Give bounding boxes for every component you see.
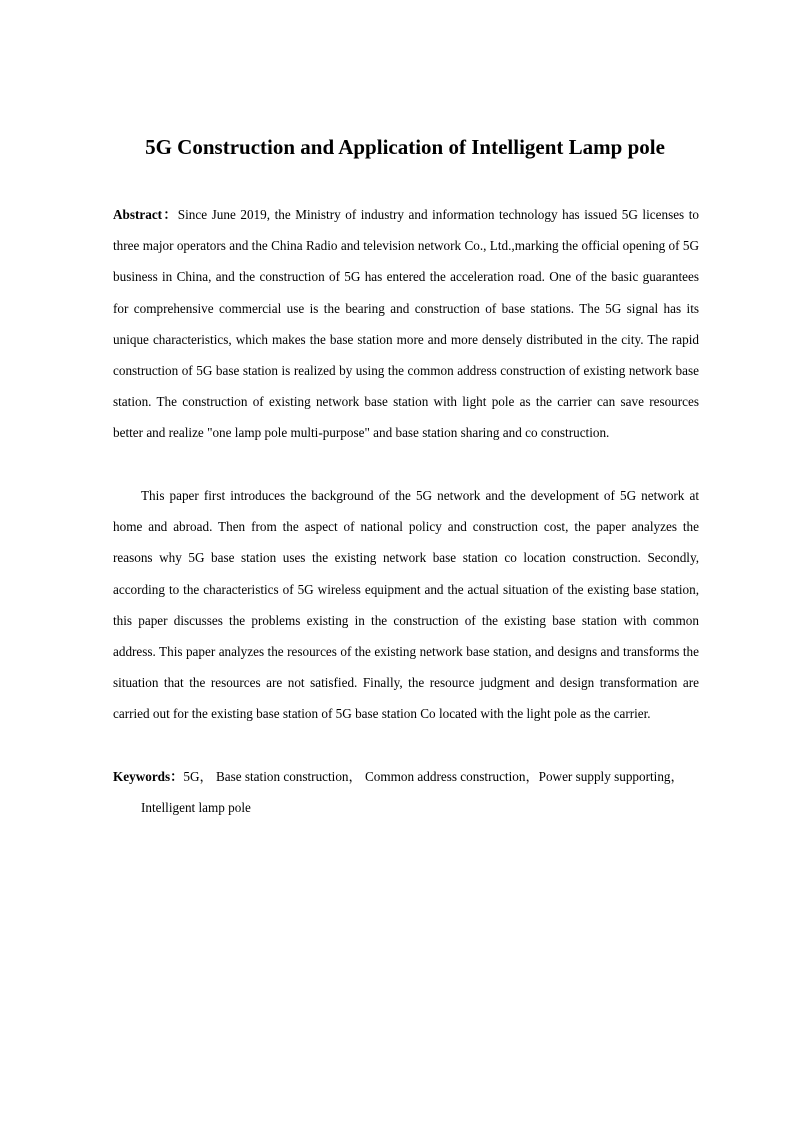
- keywords-continuation: Intelligent lamp pole: [141, 800, 251, 815]
- keywords-line: [113, 761, 699, 792]
- abstract-paragraph: [113, 199, 699, 449]
- keywords-label: Keywords：: [113, 769, 184, 784]
- paper-title: 5G Construction and Application of Intelligent Lamp pole: [145, 135, 665, 159]
- abstract-paragraph-2: This paper first introduces the background of the 5G network and the development of 5G network at home and abroad. Then from the aspect of national policy and construction cost, the paper analyzes the reasons why 5G base station uses the existing network base station co location construction. Secondly, according to the characteristics of 5G wireless equipment and the actual situation of the existing base station, this paper discusses the problems existing in the construction of the existing base station with common address. This paper analyzes the resources of the existing network base station, and designs and transforms the situation that the resources are not satisfied. Finally, the resource judgment and design transformation are carried out for the existing base station of 5G base station Co located with the light pole as the carrier.: [113, 488, 699, 722]
- keywords-text: 5G， Base station construction， Common address construction，Power supply supporting，: [183, 769, 684, 784]
- abstract-label: Abstract：: [113, 207, 178, 222]
- abstract-text: Since June 2019, the Ministry of industry and information technology has issued 5G licenses to three major operators and the China Radio and television network Co., Ltd.,marking the official opening of 5G business in China, and the construction of 5G has entered the acceleration road. One of the basic guarantees for comprehensive commercial use is the bearing and construction of base stations. The 5G signal has its unique characteristics, which makes the base station more and more densely distributed in the city. The rapid construction of 5G base station is realized by using the common address construction of existing network base station. The construction of existing network base station with light pole as the carrier can save resources better and realize "one lamp pole multi-purpose" and base station sharing and co construction.: [113, 207, 699, 441]
